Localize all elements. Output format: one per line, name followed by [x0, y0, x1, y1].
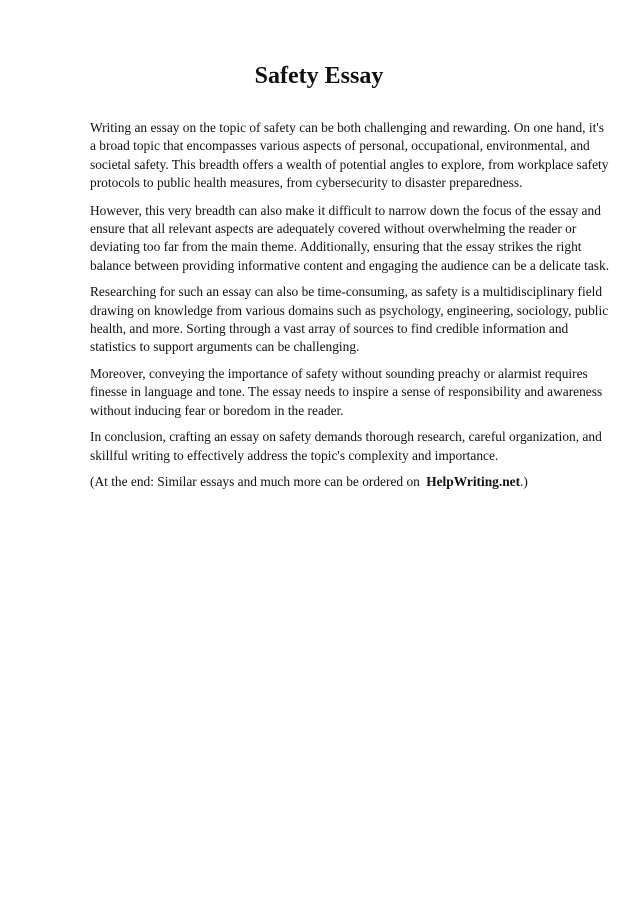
paragraph-breadth: However, this very breadth can also make it difficult to narrow down the focus of the essay and ensure that all relevant aspects are adequately covered without overwhelming the reader or deviating too far from the main theme. Additionally, ensuring that the essay strikes the right balance between providing informative content and engaging the audience can be a delicate task. — [90, 202, 610, 273]
closing-prefix: (At the end: Similar essays and much more can be ordered on — [90, 473, 420, 489]
essay-body — [90, 119, 610, 491]
paragraph-conclusion: In conclusion, crafting an essay on safety demands thorough research, careful organization, and skillful writing to effectively address the topic's complexity and importance. — [90, 429, 602, 463]
paragraph-tone: Moreover, conveying the importance of safety without sounding preachy or alarmist requires finesse in language and tone. The essay needs to inspire a sense of responsibility and awareness without inducing fear or boredom in the reader. — [90, 365, 603, 418]
helpwriting-link[interactable]: HelpWriting.net — [426, 473, 521, 489]
paragraph-research: Researching for such an essay can also be time-consuming, as safety is a multidisciplinary field drawing on knowledge from various domains such as psychology, engineering, sociology, public health, and more. Sorting through a vast array of sources to find credible information and statistics to support arguments can be challenging. — [90, 284, 609, 355]
paragraph-intro: Writing an essay on the topic of safety can be both challenging and rewarding. On one hand, it's a broad topic that encompasses various aspects of personal, occupational, environmental, and societal safety. This breadth offers a wealth of potential angles to explore, from workplace safety protocols to public health measures, from cybersecurity to disaster preparedness. — [90, 120, 609, 191]
closing-note — [90, 473, 610, 491]
closing-suffix: .) — [520, 473, 528, 489]
page-title: Safety Essay — [254, 63, 384, 89]
